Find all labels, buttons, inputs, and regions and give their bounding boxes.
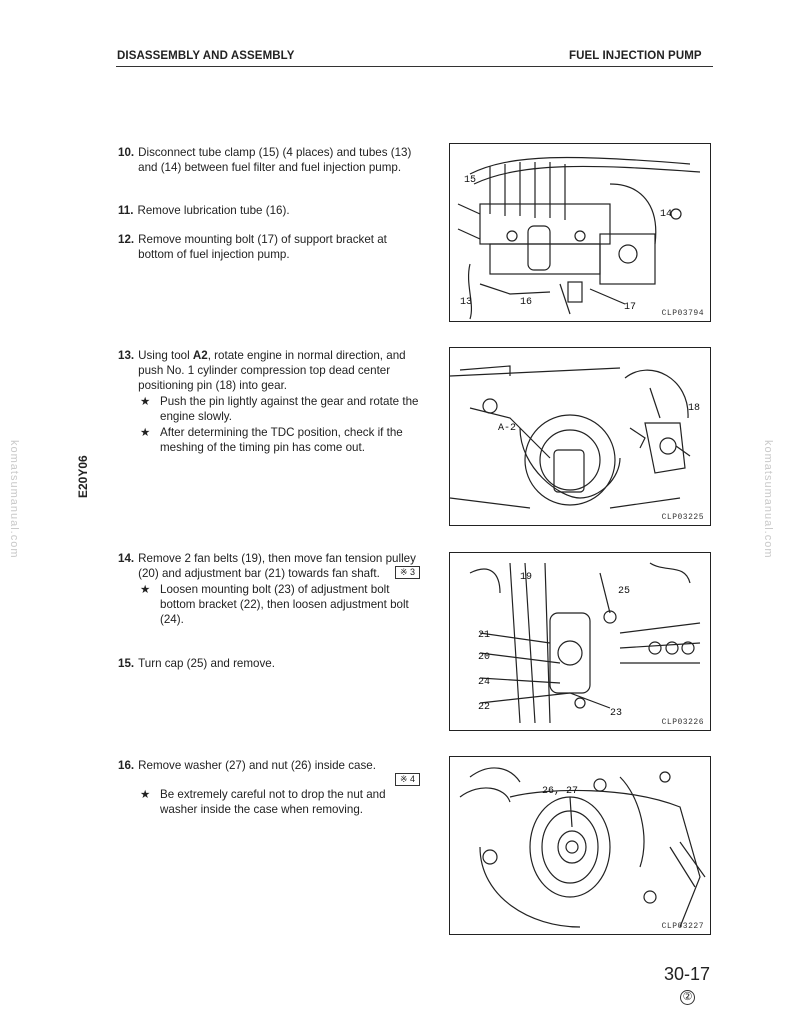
figure-drawing (450, 144, 710, 321)
callout-label: 18 (688, 403, 701, 414)
step-number: 13. (118, 349, 135, 362)
step-text-body: Remove washer (27) and nut (26) inside case. (138, 759, 376, 772)
callout-label: 16 (520, 297, 533, 308)
callout-label: 19 (520, 572, 533, 583)
callout-label: 20 (478, 652, 491, 663)
watermark-right: komatsumanual.com (762, 440, 774, 559)
step-text: Disconnect tube clamp (15) (4 places) and tubes (13) and (14) between fuel filter and fuel injection pump. (138, 146, 412, 174)
step-number: 14. (118, 552, 135, 565)
callout-label: 14 (660, 209, 673, 220)
figure-code: CLP03225 (661, 513, 704, 522)
figure-drawing (450, 553, 710, 730)
figure-code: CLP03794 (661, 309, 704, 318)
note-text: Push the pin lightly against the gear and rotate the engine slowly. (160, 395, 419, 423)
step-number: 11. (118, 204, 134, 217)
step-text-body: Remove 2 fan belts (19), then move fan tension pulley (20) and adjustment bar (21) towards fan shaft. (138, 552, 416, 580)
header-section-title: DISASSEMBLY AND ASSEMBLY (117, 50, 295, 62)
step-note (140, 787, 420, 817)
figure-drawing (450, 757, 710, 934)
note-text: After determining the TDC position, check if the meshing of the timing pin has come out. (160, 426, 403, 454)
step-number: 16. (118, 759, 135, 772)
reference-mark: ※ 4 (395, 773, 420, 786)
step-text (138, 758, 420, 786)
step-note (140, 582, 420, 627)
callout-label: 23 (610, 708, 623, 719)
step-text: Remove mounting bolt (17) of support bracket at bottom of fuel injection pump. (138, 233, 387, 261)
callout-label: 13 (460, 297, 473, 308)
step-16 (118, 758, 420, 817)
step-text (138, 551, 420, 581)
step-text: Remove lubrication tube (16). (137, 204, 290, 217)
note-text: Be extremely careful not to drop the nut and washer inside the case when removing. (160, 788, 386, 816)
figure-code: CLP03227 (661, 922, 704, 931)
step-text (138, 348, 420, 393)
figure-tdc-pin (449, 347, 711, 526)
page-number: 30-17 (664, 964, 711, 984)
step-text-post: , rotate engine in normal direction, and push No. 1 cylinder compression top dead center positioning pin (18) into gear. (138, 349, 406, 392)
callout-label: 26, 27 (542, 786, 579, 797)
step-text: Turn cap (25) and remove. (138, 657, 275, 670)
callout-label: A-2 (498, 423, 517, 434)
callout-label: 15 (464, 175, 477, 186)
step-note (140, 394, 420, 424)
callout-label: 25 (618, 586, 631, 597)
reference-mark: ※ 3 (395, 566, 420, 579)
figure-drawing (450, 348, 710, 525)
step-10 (118, 145, 420, 175)
star-icon: ★ (140, 788, 151, 801)
header-chapter-title: FUEL INJECTION PUMP (569, 50, 702, 62)
revision-mark: ② (680, 990, 695, 1005)
callout-label: 21 (478, 630, 491, 641)
callout-label: 24 (478, 677, 491, 688)
watermark-left: komatsumanual.com (8, 440, 20, 559)
figure-fuel-pump-tubes (449, 143, 711, 322)
star-icon: ★ (140, 395, 151, 408)
header-rule (116, 66, 713, 67)
star-icon: ★ (140, 583, 151, 596)
step-number: 15. (118, 657, 135, 670)
step-number: 12. (118, 233, 135, 246)
step-13 (118, 348, 420, 455)
figure-code: CLP03226 (661, 718, 704, 727)
tool-code: A2 (192, 349, 208, 362)
step-12 (118, 232, 420, 262)
side-code: E20Y06 (76, 455, 90, 498)
callout-label: 22 (478, 702, 491, 713)
star-icon: ★ (140, 426, 151, 439)
step-text-pre: Using tool (138, 349, 193, 362)
figure-fan-belts (449, 552, 711, 731)
step-11 (118, 203, 420, 218)
note-text: Loosen mounting bolt (23) of adjustment bolt bottom bracket (22), then loosen adjustment bolt (24). (160, 583, 409, 626)
step-note (140, 425, 420, 455)
callout-label: 17 (624, 302, 637, 313)
step-number: 10. (118, 146, 135, 159)
step-15 (118, 656, 420, 671)
step-14 (118, 551, 420, 627)
figure-case-nut (449, 756, 711, 935)
